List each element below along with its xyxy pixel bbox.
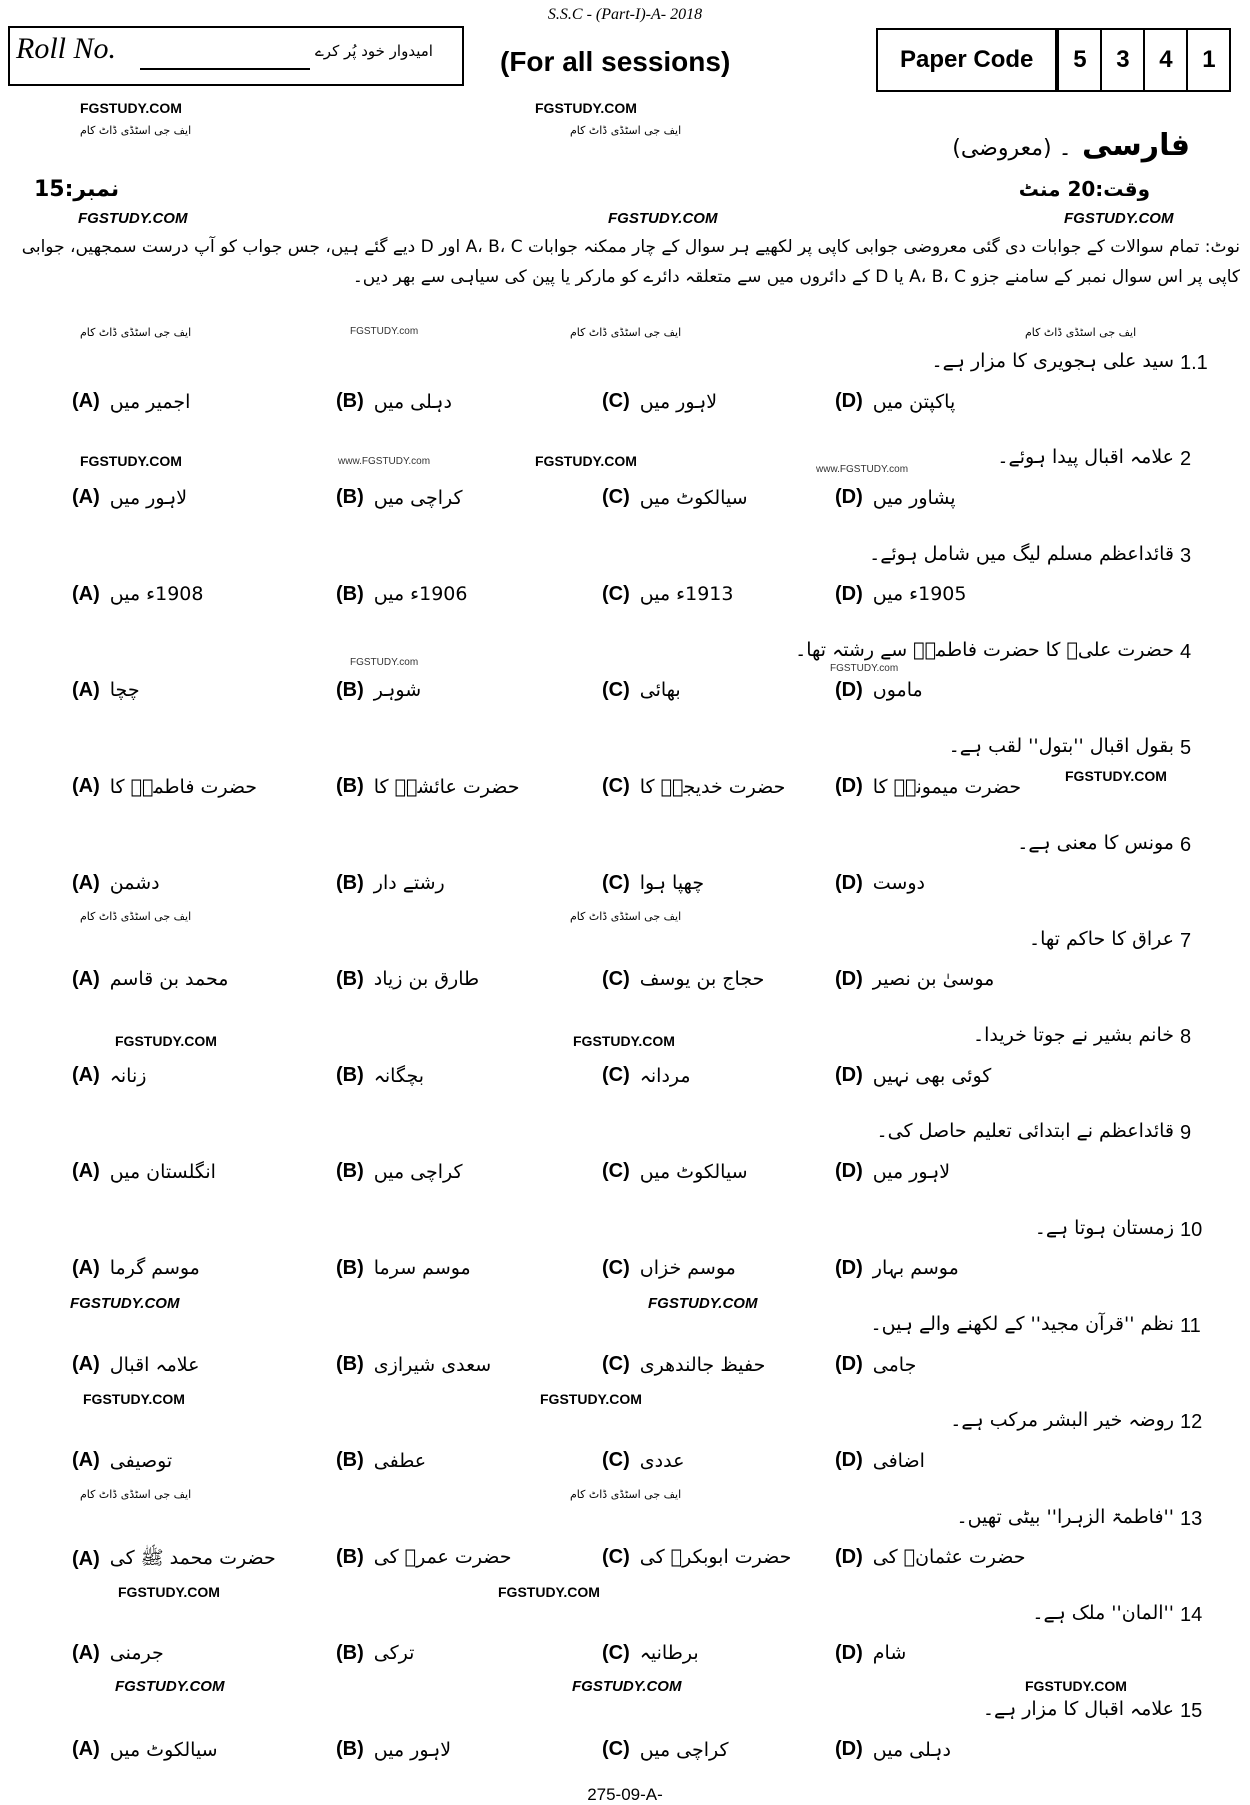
option-text: کراچی میں xyxy=(373,486,463,509)
option-label: (D) xyxy=(835,775,863,798)
question-number: 15 xyxy=(1180,1700,1203,1723)
option-text: حضرت ابوبکرؓ کی xyxy=(639,1546,792,1569)
option-a xyxy=(72,1546,276,1574)
question-item xyxy=(0,1602,1250,1698)
question-number: 13 xyxy=(1180,1507,1203,1530)
option-label: (C) xyxy=(602,1256,630,1279)
option-label: (C) xyxy=(602,967,630,990)
option-b xyxy=(336,583,467,606)
option-text: موسیٰ بن نصیر xyxy=(872,968,995,991)
watermark: FGSTUDY.COM xyxy=(115,1033,217,1049)
option-text: موسم خزاں xyxy=(639,1257,736,1280)
option-text: شام xyxy=(872,1642,907,1665)
question-item xyxy=(0,350,1250,446)
question-item xyxy=(0,1506,1250,1602)
paper-code-label: Paper Code xyxy=(878,30,1057,90)
option-b xyxy=(336,775,519,798)
option-text: موسم بہار xyxy=(872,1257,959,1280)
option-b xyxy=(336,486,463,509)
option-label: (B) xyxy=(336,1064,364,1087)
watermark: FGSTUDY.COM xyxy=(1064,210,1174,227)
watermark: FGSTUDY.COM xyxy=(573,1033,675,1049)
option-text: لاہور میں xyxy=(639,390,718,413)
watermark: FGSTUDY.COM xyxy=(648,1295,758,1312)
question-item xyxy=(0,735,1250,831)
question-text: حضرت علیؓ کا حضرت فاطمہؓ سے رشتہ تھا۔ xyxy=(795,638,1174,661)
watermark: FGSTUDY.COM xyxy=(80,100,182,116)
option-c xyxy=(602,583,733,606)
question-number: 12 xyxy=(1180,1411,1203,1434)
option-b xyxy=(336,1064,424,1087)
option-d xyxy=(835,1160,950,1183)
option-c xyxy=(602,1257,736,1280)
watermark: FGSTUDY.COM xyxy=(1025,1678,1127,1694)
question-text: زمستان ہوتا ہے۔ xyxy=(1034,1216,1174,1239)
option-label: (C) xyxy=(602,1738,630,1761)
option-a xyxy=(72,1738,218,1761)
option-d xyxy=(835,679,923,702)
option-label: (B) xyxy=(336,390,364,412)
total-marks: نمبر:15 xyxy=(34,177,120,202)
option-d xyxy=(835,1642,906,1665)
option-c xyxy=(602,1642,699,1665)
option-d xyxy=(835,872,925,895)
watermark: FGSTUDY.com xyxy=(350,326,419,337)
option-text: کوئی بھی نہیں xyxy=(872,1064,992,1087)
option-label: (B) xyxy=(336,1160,364,1183)
option-text: عددی xyxy=(639,1449,685,1472)
option-label: (D) xyxy=(835,1545,863,1568)
option-b xyxy=(336,390,452,413)
option-text: سیالکوٹ میں xyxy=(109,1738,218,1761)
option-text: کراچی میں xyxy=(373,1160,463,1183)
question-text: سید علی ہجویری کا مزار ہے۔ xyxy=(931,350,1174,372)
option-b xyxy=(336,1546,512,1569)
paper-code-digit: 3 xyxy=(1100,30,1143,90)
question-number: 14 xyxy=(1180,1603,1203,1626)
question-text: خانم بشیر نے جوتا خریدا۔ xyxy=(972,1024,1174,1047)
watermark-urdu: ایف جی اسٹڈی ڈاٹ کام xyxy=(80,326,192,339)
option-a xyxy=(72,679,140,702)
watermark-urdu: ایف جی اسٹڈی ڈاٹ کام xyxy=(80,910,192,923)
option-label: (A) xyxy=(72,1738,100,1761)
watermark: FGSTUDY.COM xyxy=(118,1584,220,1600)
option-a xyxy=(72,775,257,798)
subject-type: ۔ (معروضی) xyxy=(952,136,1072,161)
option-label: (A) xyxy=(72,1256,100,1279)
option-text: لاہور میں xyxy=(373,1738,452,1761)
option-text: اضافی xyxy=(872,1449,925,1472)
option-d xyxy=(835,1353,916,1376)
option-a xyxy=(72,1642,164,1665)
option-c xyxy=(602,775,785,798)
option-d xyxy=(835,1738,951,1761)
option-label: (A) xyxy=(72,1449,100,1472)
watermark-urdu: ایف جی اسٹڈی ڈاٹ کام xyxy=(570,1488,682,1501)
option-label: (D) xyxy=(835,967,863,990)
question-item xyxy=(0,446,1250,542)
watermark-urdu: ایف جی اسٹڈی ڈاٹ کام xyxy=(570,124,682,137)
option-label: (B) xyxy=(336,1545,364,1568)
option-text: سیالکوٹ میں xyxy=(639,1160,748,1183)
option-d xyxy=(835,583,966,606)
watermark: FGSTUDY.com xyxy=(830,663,899,674)
time-allowed: وقت:20 منٹ xyxy=(1018,177,1150,201)
option-label: (C) xyxy=(602,1449,630,1472)
question-item xyxy=(0,1217,1250,1313)
option-text: پشاور میں xyxy=(872,486,956,509)
question-number: 11 xyxy=(1180,1315,1201,1337)
watermark-urdu: ایف جی اسٹڈی ڈاٹ کام xyxy=(80,1488,192,1501)
option-text: جرمنی xyxy=(109,1642,164,1665)
subject-name: فارسی xyxy=(1081,128,1190,163)
option-a xyxy=(72,1064,146,1087)
option-d xyxy=(835,486,956,509)
watermark: FGSTUDY.com xyxy=(350,657,419,668)
option-label: (A) xyxy=(72,1160,100,1183)
option-text: مردانہ xyxy=(639,1064,691,1087)
option-d xyxy=(835,1257,959,1280)
option-text: 1908ء میں xyxy=(109,583,204,606)
option-text: محمد بن قاسم xyxy=(109,968,229,991)
roll-label: Roll No. xyxy=(16,32,117,65)
question-item xyxy=(0,1313,1250,1409)
option-a xyxy=(72,1160,216,1183)
option-text: اجمیر میں xyxy=(109,390,191,413)
option-b xyxy=(336,1257,471,1280)
option-b xyxy=(336,872,445,895)
option-b xyxy=(336,1353,491,1376)
option-label: (B) xyxy=(336,871,364,894)
option-text: 1905ء میں xyxy=(872,583,967,606)
paper-code-digit: 5 xyxy=(1057,30,1100,90)
option-label: (D) xyxy=(835,1064,863,1087)
option-label: (A) xyxy=(72,1548,100,1571)
roll-number-field[interactable] xyxy=(140,68,310,70)
watermark: FGSTUDY.COM xyxy=(115,1678,225,1695)
option-text: 1913ء میں xyxy=(639,583,734,606)
option-a xyxy=(72,1449,172,1472)
option-text: رشتے دار xyxy=(373,872,445,894)
option-text: بچگانہ xyxy=(373,1064,425,1087)
option-a xyxy=(72,968,228,991)
option-text: سیالکوٹ میں xyxy=(639,486,748,509)
option-text: حضرت عثمانؓ کی xyxy=(872,1546,1026,1569)
option-b xyxy=(336,1160,463,1183)
watermark: FGSTUDY.COM xyxy=(540,1391,642,1407)
exam-title: S.S.C - (Part-I)-A- 2018 xyxy=(547,6,703,23)
option-c xyxy=(602,872,704,895)
option-label: (B) xyxy=(336,1353,364,1375)
watermark: FGSTUDY.COM xyxy=(70,1295,180,1312)
option-label: (C) xyxy=(602,1160,630,1183)
option-d xyxy=(835,390,955,413)
question-item xyxy=(0,1698,1250,1794)
option-label: (D) xyxy=(835,678,863,701)
watermark-urdu: ایف جی اسٹڈی ڈاٹ کام xyxy=(80,124,192,137)
option-b xyxy=(336,1449,426,1472)
question-item xyxy=(0,928,1250,1024)
option-a xyxy=(72,583,203,606)
watermark: FGSTUDY.COM xyxy=(83,1391,185,1407)
option-label: (D) xyxy=(835,1641,863,1664)
sessions-label: (For all sessions) xyxy=(500,46,731,77)
option-label: (C) xyxy=(602,1545,630,1568)
option-b xyxy=(336,679,421,702)
option-d xyxy=(835,1546,1026,1569)
question-number: 3 xyxy=(1180,544,1192,567)
footer-code: 275-09-A- xyxy=(587,1785,663,1804)
watermark: FGSTUDY.COM xyxy=(498,1584,600,1600)
option-label: (C) xyxy=(602,1641,630,1664)
option-c xyxy=(602,1449,684,1472)
option-label: (A) xyxy=(72,967,100,990)
option-a xyxy=(72,1257,200,1280)
option-label: (A) xyxy=(72,775,100,798)
option-text: حضرت محمد ﷺ کی xyxy=(109,1546,276,1569)
question-text: بقول اقبال ''بتول'' لقب ہے۔ xyxy=(948,735,1174,758)
instructions-note: نوٹ: تمام سوالات کے جوابات دی گئی معروضی جوابی کاپی پر لکھیے ہر سوال کے چار ممکنہ جوابات A، B، C اور D دیے گئے ہیں، جس جواب کو آپ درست سمجھیں، جوابی کاپی پر اس سوال نمبر کے سامنے جزو A، B، C یا D کے دائروں میں سے متعلقہ دائرے کو مارکر یا پین کی سیاہی سے بھر دیں۔ xyxy=(21,237,1240,287)
option-label: (A) xyxy=(72,582,100,605)
option-label: (C) xyxy=(602,582,630,605)
question-number: 8 xyxy=(1180,1026,1192,1049)
option-label: (A) xyxy=(72,1064,100,1087)
option-c xyxy=(602,679,681,702)
option-c xyxy=(602,1160,748,1183)
question-number: 4 xyxy=(1180,640,1192,663)
option-text: توصیفی xyxy=(109,1449,173,1472)
option-d xyxy=(835,775,1021,798)
question-text: مونس کا معنی ہے۔ xyxy=(1017,831,1174,854)
option-label: (D) xyxy=(835,390,863,412)
question-item xyxy=(0,543,1250,639)
option-b xyxy=(336,1642,414,1665)
option-c xyxy=(602,1738,729,1761)
question-item xyxy=(0,639,1250,735)
option-label: (A) xyxy=(72,486,100,509)
question-item xyxy=(0,1024,1250,1120)
watermark: FGSTUDY.COM xyxy=(535,100,637,116)
option-text: سعدی شیرازی xyxy=(373,1353,492,1376)
watermark-urdu: ایف جی اسٹڈی ڈاٹ کام xyxy=(1025,326,1137,339)
option-a xyxy=(72,486,187,509)
question-number: 10 xyxy=(1180,1218,1203,1241)
roll-instruction: امیدوار خود پُر کرے xyxy=(315,42,433,60)
question-text: روضہ خیر البشر مرکب ہے۔ xyxy=(950,1409,1174,1432)
question-number: 9 xyxy=(1180,1122,1192,1145)
option-d xyxy=(835,1449,925,1472)
option-label: (B) xyxy=(336,582,364,605)
paper-code-box xyxy=(876,28,1231,92)
option-b xyxy=(336,968,479,991)
option-label: (A) xyxy=(72,678,100,701)
option-label: (D) xyxy=(835,1449,863,1472)
option-text: چچا xyxy=(109,679,140,702)
option-label: (C) xyxy=(602,871,630,894)
option-label: (D) xyxy=(835,871,863,894)
option-a xyxy=(72,390,190,413)
option-label: (B) xyxy=(336,1449,364,1472)
option-label: (C) xyxy=(602,1064,630,1087)
option-label: (B) xyxy=(336,1641,364,1664)
option-label: (D) xyxy=(835,582,863,605)
option-label: (D) xyxy=(835,1738,863,1761)
option-text: پاکپتن میں xyxy=(872,390,956,413)
option-text: بھائی xyxy=(639,679,681,702)
question-item xyxy=(0,1120,1250,1216)
option-label: (C) xyxy=(602,775,630,798)
question-number: 1.1 xyxy=(1180,352,1208,374)
watermark: FGSTUDY.COM xyxy=(1065,768,1167,784)
question-number: 7 xyxy=(1180,929,1192,952)
option-a xyxy=(72,872,160,895)
option-text: حضرت عائشہؓ کا xyxy=(373,775,520,798)
option-text: حفیظ جالندھری xyxy=(639,1353,766,1376)
option-d xyxy=(835,1064,991,1087)
option-label: (A) xyxy=(72,871,100,894)
option-label: (A) xyxy=(72,1641,100,1664)
option-label: (B) xyxy=(336,1738,364,1761)
option-label: (C) xyxy=(602,486,630,509)
option-text: دہلی میں xyxy=(373,390,452,413)
option-text: کراچی میں xyxy=(639,1738,729,1761)
option-text: موسم گرما xyxy=(109,1257,200,1280)
option-c xyxy=(602,1064,691,1087)
option-text: ماموں xyxy=(872,679,923,702)
watermark: www.FGSTUDY.com xyxy=(816,464,909,475)
roll-number-box xyxy=(8,26,464,86)
watermark: FGSTUDY.COM xyxy=(78,210,188,227)
option-label: (D) xyxy=(835,1353,863,1375)
option-text: حضرت عمرؓ کی xyxy=(373,1546,512,1569)
question-text: ''المان'' ملک ہے۔ xyxy=(1032,1601,1174,1624)
option-text: دہلی میں xyxy=(872,1738,951,1761)
option-text: علامہ اقبال xyxy=(109,1353,200,1376)
option-text: لاہور میں xyxy=(872,1160,951,1183)
question-text: عراق کا حاکم تھا۔ xyxy=(1029,927,1174,950)
option-text: حضرت خدیجہؓ کا xyxy=(639,775,786,798)
question-number: 2 xyxy=(1180,448,1192,471)
option-label: (B) xyxy=(336,678,364,701)
option-label: (B) xyxy=(336,486,364,509)
option-text: لاہور میں xyxy=(109,486,188,509)
option-label: (D) xyxy=(835,1256,863,1279)
watermark-urdu: ایف جی اسٹڈی ڈاٹ کام xyxy=(570,326,682,339)
option-label: (B) xyxy=(336,1256,364,1279)
option-text: چھپا ہوا xyxy=(639,872,705,894)
option-text: 1906ء میں xyxy=(373,583,468,606)
watermark: www.FGSTUDY.com xyxy=(338,456,431,467)
option-text: طارق بن زیاد xyxy=(373,968,480,991)
question-text: علامہ اقبال کا مزار ہے۔ xyxy=(982,1698,1174,1721)
watermark: FGSTUDY.COM xyxy=(608,210,718,227)
watermark: FGSTUDY.COM xyxy=(80,453,182,469)
paper-code-digit: 1 xyxy=(1186,30,1229,90)
option-text: انگلستان میں xyxy=(109,1160,216,1183)
option-text: حضرت میمونہؓ کا xyxy=(872,775,1022,798)
option-label: (D) xyxy=(835,1160,863,1183)
option-b xyxy=(336,1738,451,1761)
option-label: (A) xyxy=(72,390,100,412)
option-c xyxy=(602,486,748,509)
option-c xyxy=(602,968,764,991)
option-label: (A) xyxy=(72,1353,100,1375)
option-text: شوہر xyxy=(373,679,422,702)
option-label: (B) xyxy=(336,775,364,798)
option-text: زنانہ xyxy=(109,1064,147,1087)
question-number: 5 xyxy=(1180,737,1192,760)
option-text: عطفی xyxy=(373,1449,427,1472)
option-text: حضرت فاطمہؓ کا xyxy=(109,775,258,798)
option-label: (C) xyxy=(602,678,630,701)
question-text: نظم ''قرآن مجید'' کے لکھنے والے ہیں۔ xyxy=(870,1313,1174,1335)
watermark-urdu: ایف جی اسٹڈی ڈاٹ کام xyxy=(570,910,682,923)
option-a xyxy=(72,1353,199,1376)
option-d xyxy=(835,968,994,991)
option-c xyxy=(602,1353,765,1376)
option-text: دوست xyxy=(872,872,925,894)
question-number: 6 xyxy=(1180,833,1192,856)
option-text: جامی xyxy=(872,1353,917,1376)
option-text: موسم سرما xyxy=(373,1257,471,1280)
paper-code-digit: 4 xyxy=(1143,30,1186,90)
question-text: علامہ اقبال پیدا ہوئے۔ xyxy=(997,446,1174,469)
question-text: قائداعظم مسلم لیگ میں شامل ہوئے۔ xyxy=(869,542,1174,565)
option-label: (C) xyxy=(602,1353,630,1375)
option-text: ترکی xyxy=(373,1642,415,1665)
question-item xyxy=(0,832,1250,928)
watermark: FGSTUDY.COM xyxy=(535,453,637,469)
option-text: برطانیہ xyxy=(639,1642,699,1665)
question-text: ''فاطمۃ الزہرا'' بیٹی تھیں۔ xyxy=(956,1505,1174,1528)
question-item xyxy=(0,1409,1250,1505)
option-text: دشمن xyxy=(109,872,160,894)
watermark: FGSTUDY.COM xyxy=(572,1678,682,1695)
subject-title xyxy=(952,124,1190,171)
option-c xyxy=(602,390,717,413)
option-label: (B) xyxy=(336,967,364,990)
option-label: (D) xyxy=(835,486,863,509)
question-text: قائداعظم نے ابتدائی تعلیم حاصل کی۔ xyxy=(876,1120,1174,1143)
option-text: حجاج بن یوسف xyxy=(639,968,765,991)
option-c xyxy=(602,1546,791,1569)
option-label: (C) xyxy=(602,390,630,412)
